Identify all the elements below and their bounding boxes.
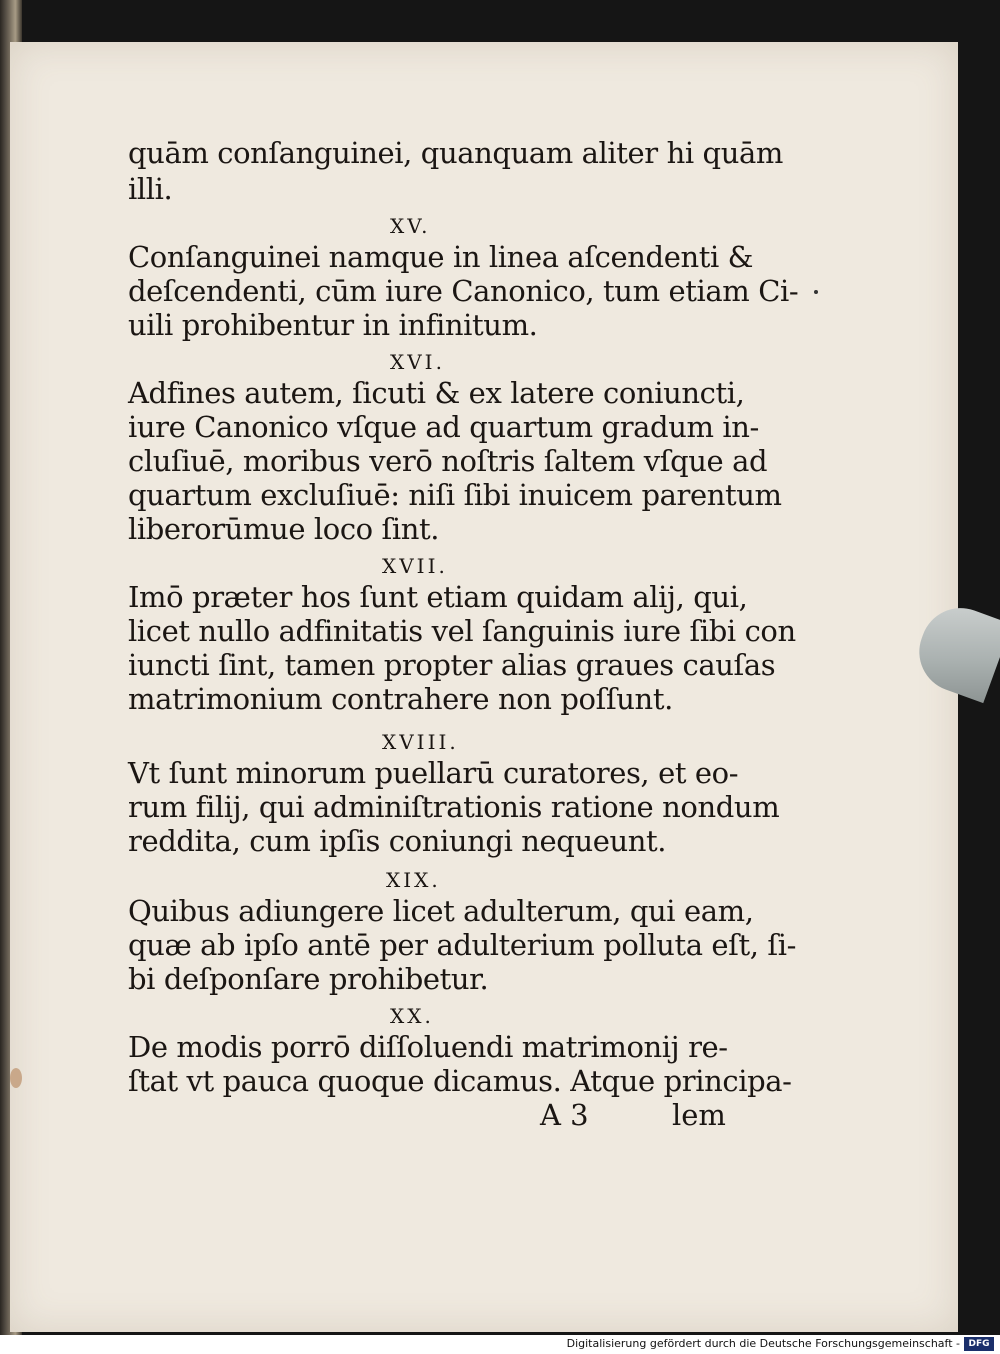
text-line: Vt ſunt minorum puellarū curatores, et eo-: [128, 756, 739, 790]
text-line: iure Canonico vſque ad quartum gradum in-: [128, 410, 759, 444]
dfg-logo-icon: DFG: [964, 1337, 994, 1351]
section-numeral: XVI.: [390, 350, 445, 374]
text-line: liberorūmue loco ſint.: [128, 512, 440, 546]
text-line: reddita, cum ipſis coniungi nequeunt.: [128, 824, 667, 858]
text-line: illi.: [128, 172, 173, 206]
text-line: quæ ab ipſo antē per adulterium polluta eſt, ſi-: [128, 928, 797, 962]
text-line: De modis porrō diſſoluendi matrimonij re-: [128, 1030, 728, 1064]
signature-mark: A 3: [540, 1098, 589, 1132]
text-line: licet nullo adfinitatis vel ſanguinis iure ſibi con: [128, 614, 796, 648]
text-line: iuncti ſint, tamen propter alias graues cauſas: [128, 648, 776, 682]
section-numeral: XIX.: [386, 868, 441, 892]
text-line: deſcendenti, cūm iure Canonico, tum etiam Ci-: [128, 274, 799, 308]
catchword: lem: [672, 1098, 726, 1132]
text-line: Imō præter hos ſunt etiam quidam alij, qui,: [128, 580, 748, 614]
text-line: quartum excluſiuē: niſi ſibi inuicem parentum: [128, 478, 782, 512]
section-numeral: XV.: [390, 214, 431, 238]
text-line: cluſiuē, moribus verō noſtris ſaltem vſque ad: [128, 444, 768, 478]
text-line: uili prohibentur in infinitum.: [128, 308, 538, 342]
text-line: quām conſanguinei, quanquam aliter hi quām: [128, 136, 783, 170]
text-line: Adfines autem, ſicuti & ex latere coniuncti,: [128, 376, 745, 410]
text-line: ſtat vt pauca quoque dicamus. Atque principa-: [128, 1064, 792, 1098]
funding-credit: Digitalisierung gefördert durch die Deutsche Forschungsgemeinschaft -: [566, 1337, 960, 1350]
section-numeral: XX.: [390, 1004, 434, 1028]
footer-bar: [0, 1335, 1000, 1354]
text-line: Conſanguinei namque in linea aſcendenti &: [128, 240, 754, 274]
text-line: matrimonium contrahere non poſſunt.: [128, 682, 673, 716]
text-line: rum filij, qui adminiſtrationis ratione nondum: [128, 790, 780, 824]
ink-speck: [814, 290, 818, 294]
section-numeral: XVII.: [382, 554, 448, 578]
text-line: Quibus adiungere licet adulterum, qui eam,: [128, 894, 754, 928]
text-line: bi deſponſare prohibetur.: [128, 962, 489, 996]
section-numeral: XVIII.: [382, 730, 459, 754]
paper-stain: [10, 1068, 22, 1088]
